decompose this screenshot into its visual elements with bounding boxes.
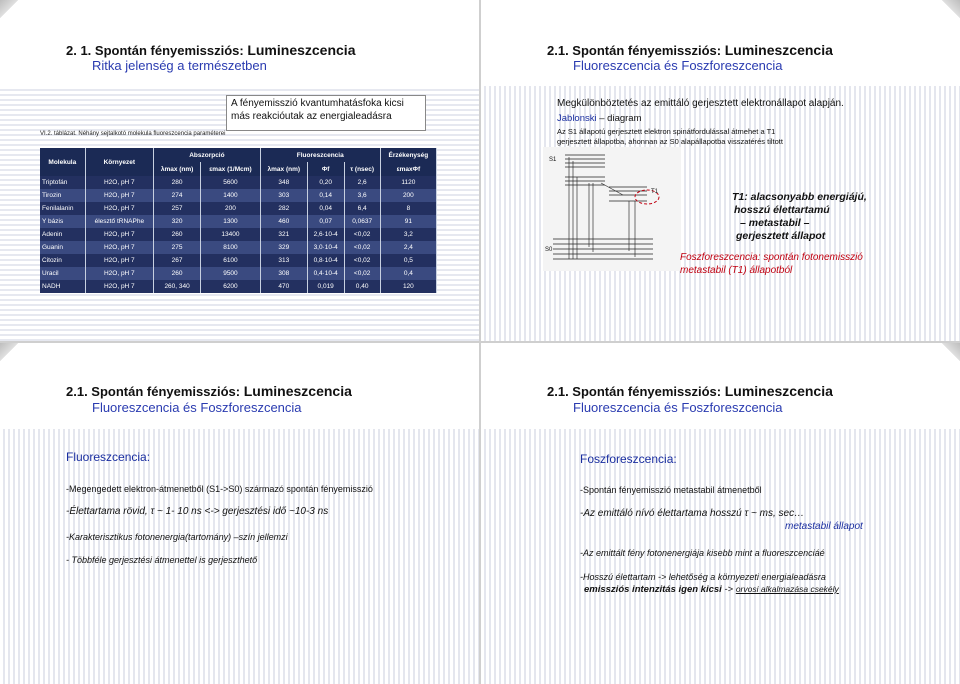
table-cell: 91: [380, 215, 436, 228]
table-cell: 3,6: [344, 189, 380, 202]
table-cell: <0,02: [344, 254, 380, 267]
fluor-line-1: -Megengedett elektron-átmenetből (S1->S0) származó spontán fényemisszió: [66, 484, 373, 494]
page-fold-corner: [942, 343, 960, 361]
jablonski-heading: [557, 113, 642, 124]
jablonski-rest: – diagram: [596, 113, 642, 124]
callout-line-1: A fényemisszió kvantumhatásfoka kicsi: [231, 98, 404, 109]
t1-line-3: – metastabil –: [740, 217, 810, 229]
table-cell: 308: [260, 267, 307, 280]
phos-line-2: metastabil (T1) állapotból: [680, 265, 793, 276]
table-cell: Guanin: [40, 241, 85, 254]
phos-line-5: [584, 584, 839, 595]
table-cell: 470: [260, 280, 307, 293]
slide-1-title: [66, 42, 355, 58]
table-cell: 303: [260, 189, 307, 202]
t1-line-2: hosszú élettartamú: [734, 204, 830, 216]
header-absorption: Abszorpció: [154, 148, 261, 162]
title-emphasis: Lumineszcencia: [243, 383, 352, 399]
slide-3: [0, 343, 479, 684]
s0-label: S0: [545, 247, 553, 253]
phos-line-4: -Hosszú élettartam -> lehetőség a környezeti energialeadásra: [580, 572, 826, 582]
table-cell: 460: [260, 215, 307, 228]
header-fluorescence: Fluoreszcencia: [260, 148, 380, 162]
table-cell: H2O, pH 7: [85, 176, 153, 189]
table-cell: 0,019: [307, 280, 344, 293]
fluor-line-3: -Karakterisztikus fotonenergia(tartomány) –szín jellemzi: [66, 532, 288, 542]
table-cell: 313: [260, 254, 307, 267]
phos-line-1: -Spontán fényemisszió metastabil átmenetből: [580, 485, 762, 495]
table-cell: 0,07: [307, 215, 344, 228]
table-cell: 0,4: [380, 267, 436, 280]
t1-description: [732, 191, 867, 243]
table-cell: 348: [260, 176, 307, 189]
table-cell: H2O, pH 7: [85, 280, 153, 293]
header-abs-epsilon: εmax (1/Mcm): [201, 162, 261, 176]
table-cell: Tirozin: [40, 189, 85, 202]
table-row: [40, 189, 437, 202]
table-cell: 280: [154, 176, 201, 189]
table-cell: 1120: [380, 176, 436, 189]
header-fl-phi: Φf: [307, 162, 344, 176]
table-cell: 5600: [201, 176, 261, 189]
table-cell: Uracil: [40, 267, 85, 280]
table-cell: 13400: [201, 228, 261, 241]
table-cell: 2,6: [344, 176, 380, 189]
table-cell: 3,0·10-4: [307, 241, 344, 254]
table-cell: H2O, pH 7: [85, 267, 153, 280]
desc-line-2: gerjesztett állapotba, ahonnan az S0 alapállapotba visszatérés tiltott: [557, 137, 783, 146]
title-prefix: 2.1. Spontán fényemissziós:: [66, 384, 244, 399]
table-cell: 0,14: [307, 189, 344, 202]
s1-label: S1: [549, 157, 557, 163]
header-eps-phi: εmaxΦf: [380, 162, 436, 176]
slide-4: [481, 343, 960, 684]
table-cell: Citozin: [40, 254, 85, 267]
table-cell: 200: [201, 202, 261, 215]
desc-line-1: Az S1 állapotú gerjesztett elektron spinátfordulással átmehet a T1: [557, 127, 776, 136]
phos-line-1: Foszforeszcencia: spontán fotonemisszió: [680, 252, 863, 263]
table-row: [40, 267, 437, 280]
page-fold-corner: [0, 0, 18, 18]
table-cell: 0,4·10-4: [307, 267, 344, 280]
phos-line-2b: metastabil állapot: [785, 521, 863, 532]
table-cell: 120: [380, 280, 436, 293]
table-row: [40, 176, 437, 189]
table-cell: 3,2: [380, 228, 436, 241]
table-cell: 329: [260, 241, 307, 254]
page-fold-corner: [0, 343, 18, 361]
callout-box: [226, 95, 426, 131]
table-cell: H2O, pH 7: [85, 241, 153, 254]
table-cell: 257: [154, 202, 201, 215]
table-cell: 0,04: [307, 202, 344, 215]
table-cell: 260, 340: [154, 280, 201, 293]
jablonski-diagram: [543, 147, 681, 271]
table-cell: 320: [154, 215, 201, 228]
table-cell: 6100: [201, 254, 261, 267]
slide-2-title: [547, 42, 833, 58]
table-cell: 1400: [201, 189, 261, 202]
table-cell: 282: [260, 202, 307, 215]
table-cell: 275: [154, 241, 201, 254]
table-cell: 8: [380, 202, 436, 215]
table-cell: H2O, pH 7: [85, 189, 153, 202]
table-cell: Adenin: [40, 228, 85, 241]
table-cell: H2O, pH 7: [85, 202, 153, 215]
header-sensitivity: Érzékenység: [380, 148, 436, 162]
header-abs-lambda: λmax (nm): [154, 162, 201, 176]
diagram-background: [543, 147, 681, 271]
slide-2-subtitle: Fluoreszcencia és Foszforeszcencia: [573, 58, 783, 73]
phos-line-5-emph: emissziós intenzitás igen kicsi: [584, 584, 722, 595]
table-cell: H2O, pH 7: [85, 228, 153, 241]
slide-4-title: [547, 383, 833, 399]
title-prefix: 2.1. Spontán fényemissziós:: [547, 384, 725, 399]
table-cell: 260: [154, 228, 201, 241]
jablonski-name: Jablonski: [557, 113, 597, 124]
table-cell: 6200: [201, 280, 261, 293]
table-cell: 8100: [201, 241, 261, 254]
slide-1-subtitle: Ritka jelenség a természetben: [92, 58, 267, 73]
phos-line-5-link: orvosi alkalmazása csekély: [735, 584, 839, 594]
table-cell: 1300: [201, 215, 261, 228]
table-cell: 0,8·10-4: [307, 254, 344, 267]
phos-line-2: -Az emittáló nívó élettartama hosszú τ ~ ms, sec…: [580, 508, 805, 519]
table-cell: 274: [154, 189, 201, 202]
header-fl-lambda: λmax (nm): [260, 162, 307, 176]
table-row: [40, 202, 437, 215]
fluorescence-heading: Fluoreszcencia:: [66, 450, 151, 464]
table-cell: 260: [154, 267, 201, 280]
table-cell: Triptofán: [40, 176, 85, 189]
intro-text: Megkülönböztetés az emittáló gerjesztett elektronállapot alapján.: [557, 98, 844, 109]
phosphorescence-definition: [680, 251, 863, 277]
table-row: [40, 228, 437, 241]
table-cell: H2O, pH 7: [85, 254, 153, 267]
slide-4-subtitle: Fluoreszcencia és Foszforeszcencia: [573, 400, 783, 415]
table-row: [40, 215, 437, 228]
title-prefix: 2.1. Spontán fényemissziós:: [547, 43, 725, 58]
table-row: [40, 241, 437, 254]
table-cell: 9500: [201, 267, 261, 280]
table-row: [40, 280, 437, 293]
header-molecule: Molekula: [40, 148, 85, 176]
title-emphasis: Lumineszcencia: [724, 42, 833, 58]
t1-line-4: gerjesztett állapot: [736, 230, 826, 242]
table-cell: 2,4: [380, 241, 436, 254]
phos-line-5-arrow: ->: [721, 584, 736, 595]
callout-line-2: más reakcióutak az energialeadásra: [231, 111, 392, 122]
table-cell: <0,02: [344, 228, 380, 241]
title-emphasis: Lumineszcencia: [724, 383, 833, 399]
title-emphasis: Lumineszcencia: [247, 42, 356, 58]
phos-line-3: -Az emittált fény fotonenergiája kisebb mint a fluoreszcenciáé: [580, 548, 825, 558]
table-cell: Fenilalanin: [40, 202, 85, 215]
title-prefix: 2. 1. Spontán fényemissziós:: [66, 43, 248, 58]
slide-3-subtitle: Fluoreszcencia és Foszforeszcencia: [92, 400, 302, 415]
table-body: [40, 176, 437, 293]
t1-line-1: T1: alacsonyabb energiájú,: [732, 191, 867, 203]
table-cell: 200: [380, 189, 436, 202]
table-cell: 2,6·10-4: [307, 228, 344, 241]
slide-3-title: [66, 383, 352, 399]
fluorescence-parameters-table: [40, 148, 437, 293]
table-cell: 321: [260, 228, 307, 241]
table-cell: 0,40: [344, 280, 380, 293]
header-environment: Környezet: [85, 148, 153, 176]
table-cell: <0,02: [344, 241, 380, 254]
table-cell: élesztő tRNAPhe: [85, 215, 153, 228]
slide-2: [481, 0, 960, 341]
fluor-line-2: -Élettartama rövid, τ ~ 1- 10 ns <-> gerjesztési idő ~10-3 ns: [66, 506, 329, 517]
fluor-line-4: - Többféle gerjesztési átmenettel is gerjeszthető: [66, 555, 258, 565]
table-cell: 267: [154, 254, 201, 267]
header-fl-tau: τ (nsec): [344, 162, 380, 176]
table-cell: NADH: [40, 280, 85, 293]
slide-1: [0, 0, 479, 341]
table-cell: <0,02: [344, 267, 380, 280]
phosphorescence-heading: Foszforeszcencia:: [580, 452, 677, 466]
table-caption: VI.2. táblázat. Néhány sejtalkotó molekula fluoreszcencia paraméterei: [40, 131, 226, 137]
table-cell: Y bázis: [40, 215, 85, 228]
table-row: [40, 254, 437, 267]
page-fold-corner: [942, 0, 960, 18]
table-cell: 0,5: [380, 254, 436, 267]
table-cell: 0,0637: [344, 215, 380, 228]
table-cell: 6,4: [344, 202, 380, 215]
table-cell: 0,20: [307, 176, 344, 189]
t1-label: T1: [651, 189, 659, 195]
